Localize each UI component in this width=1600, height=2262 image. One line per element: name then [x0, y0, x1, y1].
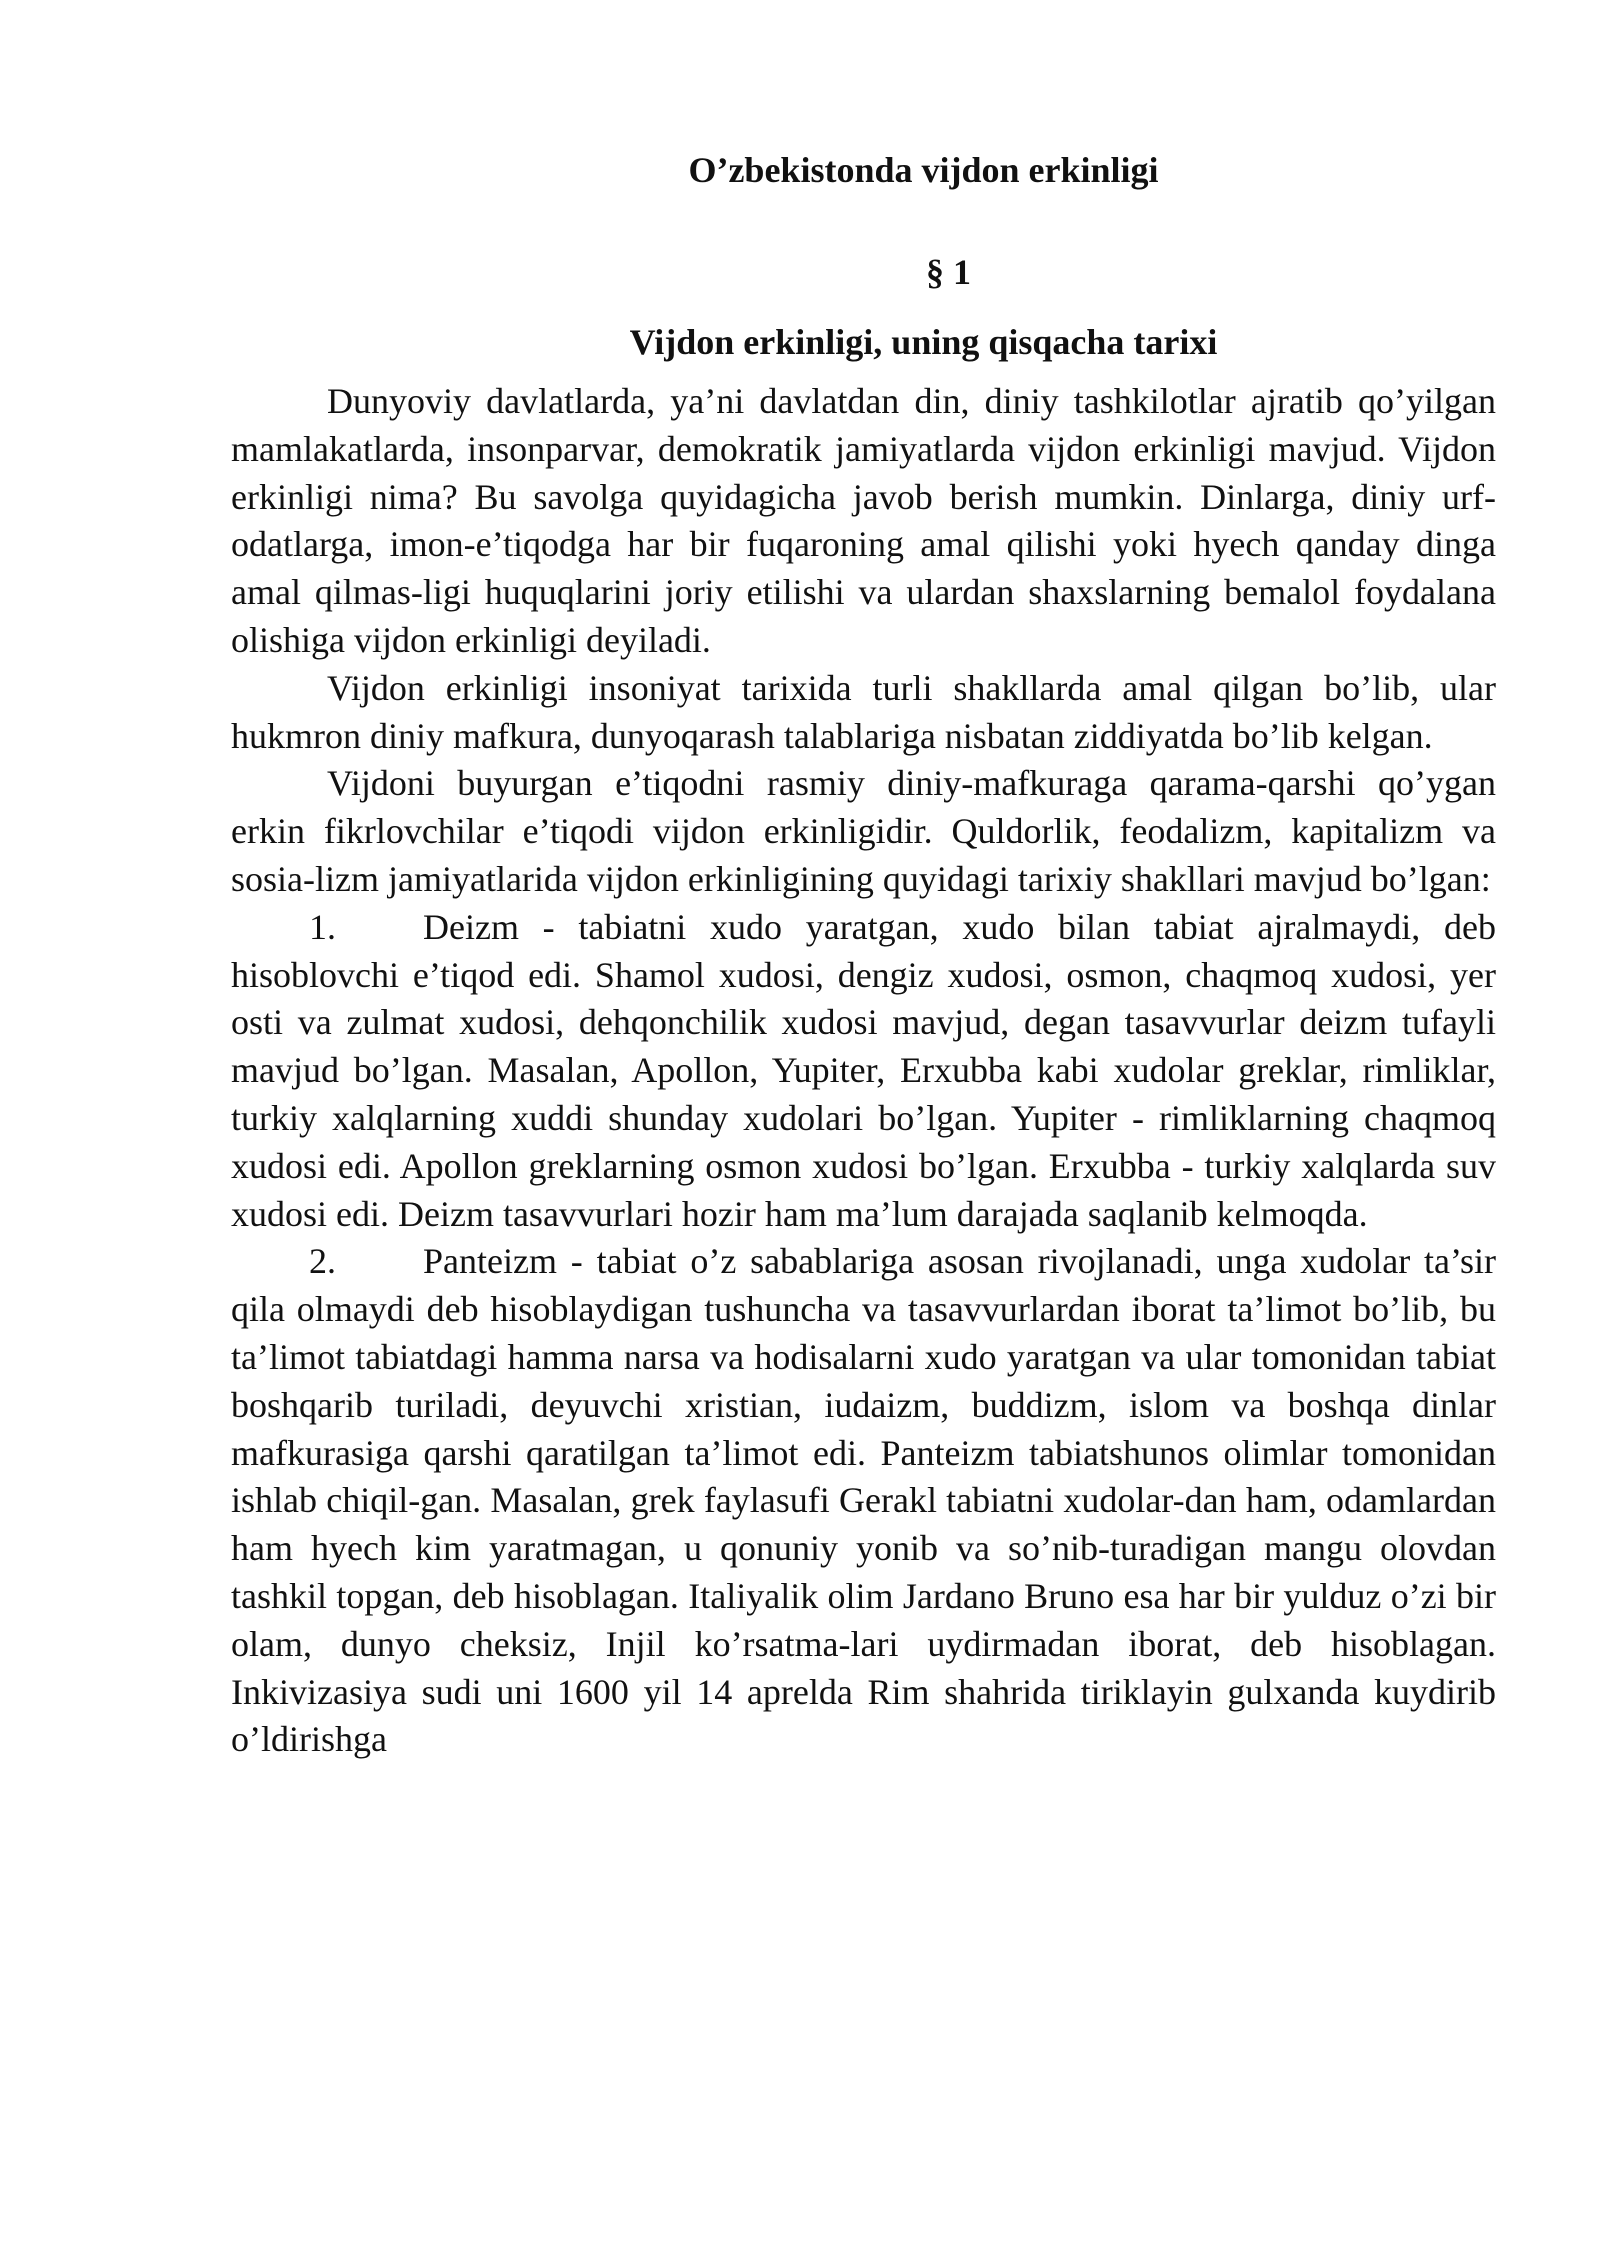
- section-title: Vijdon erkinligi, uning qisqacha tarixi: [629, 322, 1218, 362]
- paragraph-2: Vijdon erkinligi insoniyat tarixida turli shakllarda amal qilgan bo’lib, ular hukmron diniy mafkura, dunyoqarash talablariga nisbatan ziddiyatda bo’lib kelgan.: [231, 667, 1496, 756]
- list-item-2: [231, 1238, 1496, 1764]
- list-item-text: Panteizm - tabiat o’z sabablariga asosan rivojlanadi, unga xudolar ta’sir qila olmaydi deb hisoblaydigan tushuncha va tasavvurlardan iborat ta’limot bo’lib, bu ta’limot tabiatdagi hamma narsa va hodisalarni xudo yaratgan va ular tomonidan tabiat boshqarib turiladi, deyuvchi xristian, iudaizm, buddizm, islom va boshqa dinlar mafkurasiga qarshi qaratilgan ta’limot edi. Panteizm tabiatshunos olimlar tomonidan ishlab chiqil-gan. Masalan, grek faylasufi Gerakl tabiatni xudolar-dan ham, odamlardan ham hyech kim yaratmagan, u qonuniy yonib va so’nib-turadigan mangu olovdan tashkil topgan, deb hisoblagan. Italiyalik olim Jardano Bruno esa har bir yulduz o’zi bir olam, dunyo cheksiz, Injil ko’rsatma-lari uydirmadan iborat, deb hisoblagan. Inkivizasiya sudi uni 1600 yil 14 aprelda Rim shahrida tiriklayin gulxanda kuydirib o’ldirishga: [231, 1241, 1496, 1760]
- paragraph-3: Vijdoni buyurgan e’tiqodni rasmiy diniy-mafkuraga qarama-qarshi qo’ygan erkin fikrlovchilar e’tiqodi vijdon erkinligidir. Quldorlik, feodalizm, kapitalizm va sosia-lizm jamiyatlarida vijdon erkinligining quyidagi tarixiy shakllari mavjud bo’lgan:: [231, 763, 1496, 899]
- list-item-number: 2.: [309, 1241, 336, 1282]
- section-number: § 1: [926, 252, 971, 292]
- document-page: [231, 148, 1496, 1764]
- document-title: O’zbekistonda vijdon erkinligi: [688, 150, 1159, 190]
- list-item-text: Deizm - tabiatni xudo yaratgan, xudo bilan tabiat ajralmaydi, deb hisoblovchi e’tiqod edi. Shamol xudosi, dengiz xudosi, osmon, chaqmoq xudosi, yer osti va zulmat xudosi, dehqonchilik xudosi mavjud, degan tasavvurlar deizm tufayli mavjud bo’lgan. Masalan, Apollon, Yupiter, Erxubba kabi xudolar greklar, rimliklar, turkiy xalqlarning xuddi shunday xudolari bo’lgan. Yupiter - rimliklarning chaqmoq xudosi edi. Apollon greklarning osmon xudosi bo’lgan. Erxubba - turkiy xalqlarda suv xudosi edi. Deizm tasavvurlari hozir ham ma’lum darajada saqlanib kelmoqda.: [231, 906, 1496, 1234]
- list-item-1: [231, 904, 1496, 1239]
- list-item-number: 1.: [309, 906, 336, 947]
- paragraph-1: Dunyoviy davlatlarda, ya’ni davlatdan din, diniy tashkilotlar ajratib qo’yilgan mamlakatlarda, insonparvar, demokratik jamiyatlarda vijdon erkinligi mavjud. Vijdon erkinligi nima? Bu savolga quyidagicha javob berish mumkin. Dinlarga, diniy urf-odatlarga, imon-e’tiqodga har bir fuqaroning amal qilishi yoki hyech qanday dinga amal qilmas-ligi huquqlarini joriy etilishi va ulardan shaxslarning bemalol foydalana olishiga vijdon erkinligi deyiladi.: [231, 381, 1496, 660]
